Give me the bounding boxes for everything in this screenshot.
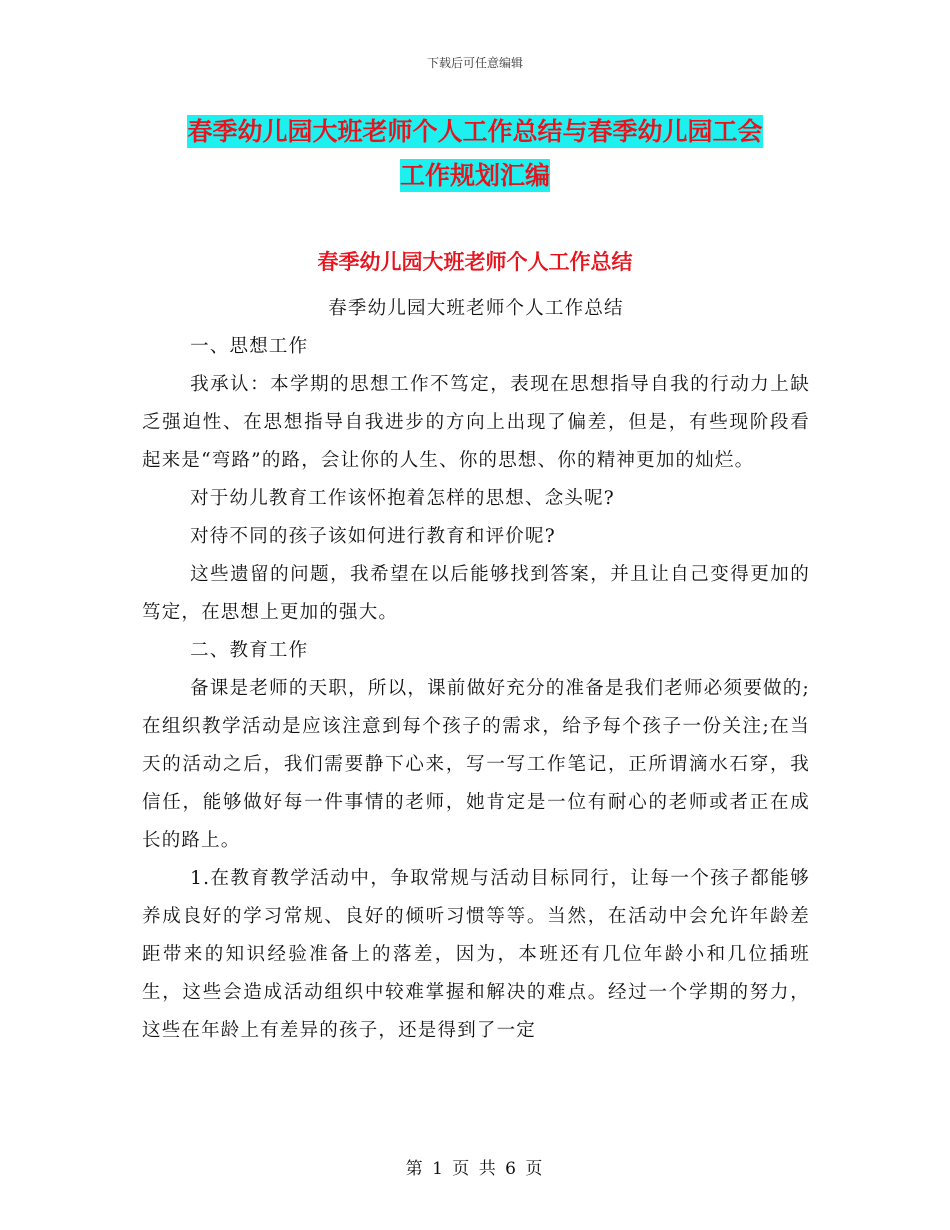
paragraph: 这些遗留的问题，我希望在以后能够找到答案，并且让自己变得更加的笃定，在思想上更加的强大。 [142, 564, 810, 623]
header-note: 下载后可任意编辑 [426, 56, 523, 70]
page-number-footer: 第 1 页 共 6 页 [405, 1159, 545, 1179]
paragraph: 对于幼儿教育工作该怀抱着怎样的思想、念头呢? [190, 488, 615, 509]
paragraph: 我承认：本学期的思想工作不笃定，表现在思想指导自我的行动力上缺乏强迫性、在思想指导自我进步的方向上出现了偏差，但是，有些现阶段看起来是“弯路”的路，会让你的人生、你的思想、你的精神更加的灿烂。 [142, 374, 810, 471]
heading-education-work: 二、教育工作 [190, 640, 309, 661]
heading-thought-work: 一、思想工作 [190, 336, 309, 357]
document-title-line2: 工作规划汇编 [399, 161, 550, 190]
paragraph: 1.在教育教学活动中，争取常规与活动目标同行，让每一个孩子都能够养成良好的学习常规、良好的倾听习惯等等。当然，在活动中会允许年龄差距带来的知识经验准备上的落差，因为，本班还有几位年龄小和几位插班生，这些会造成活动组织中较难掌握和解决的难点。经过一个学期的努力，这些在年龄上有差异的孩子，还是得到了一定 [142, 868, 810, 1041]
paragraph: 备课是老师的天职，所以，课前做好充分的准备是我们老师必须要做的;在组织教学活动是应该注意到每个孩子的需求，给予每个孩子一份关注;在当天的活动之后，我们需要静下心来，写一写工作笔记，正所谓滴水石穿，我信任，能够做好每一件事情的老师，她肯定是一位有耐心的老师或者正在成长的路上。 [142, 678, 810, 851]
document-body [142, 290, 810, 1050]
section-title: 春季幼儿园大班老师个人工作总结 [317, 250, 633, 274]
subtitle-paragraph: 春季幼儿园大班老师个人工作总结 [328, 298, 624, 319]
document-title-line1: 春季幼儿园大班老师个人工作总结与春季幼儿园工会 [187, 117, 763, 146]
document-title [140, 110, 810, 198]
paragraph: 对待不同的孩子该如何进行教育和评价呢? [190, 526, 556, 547]
